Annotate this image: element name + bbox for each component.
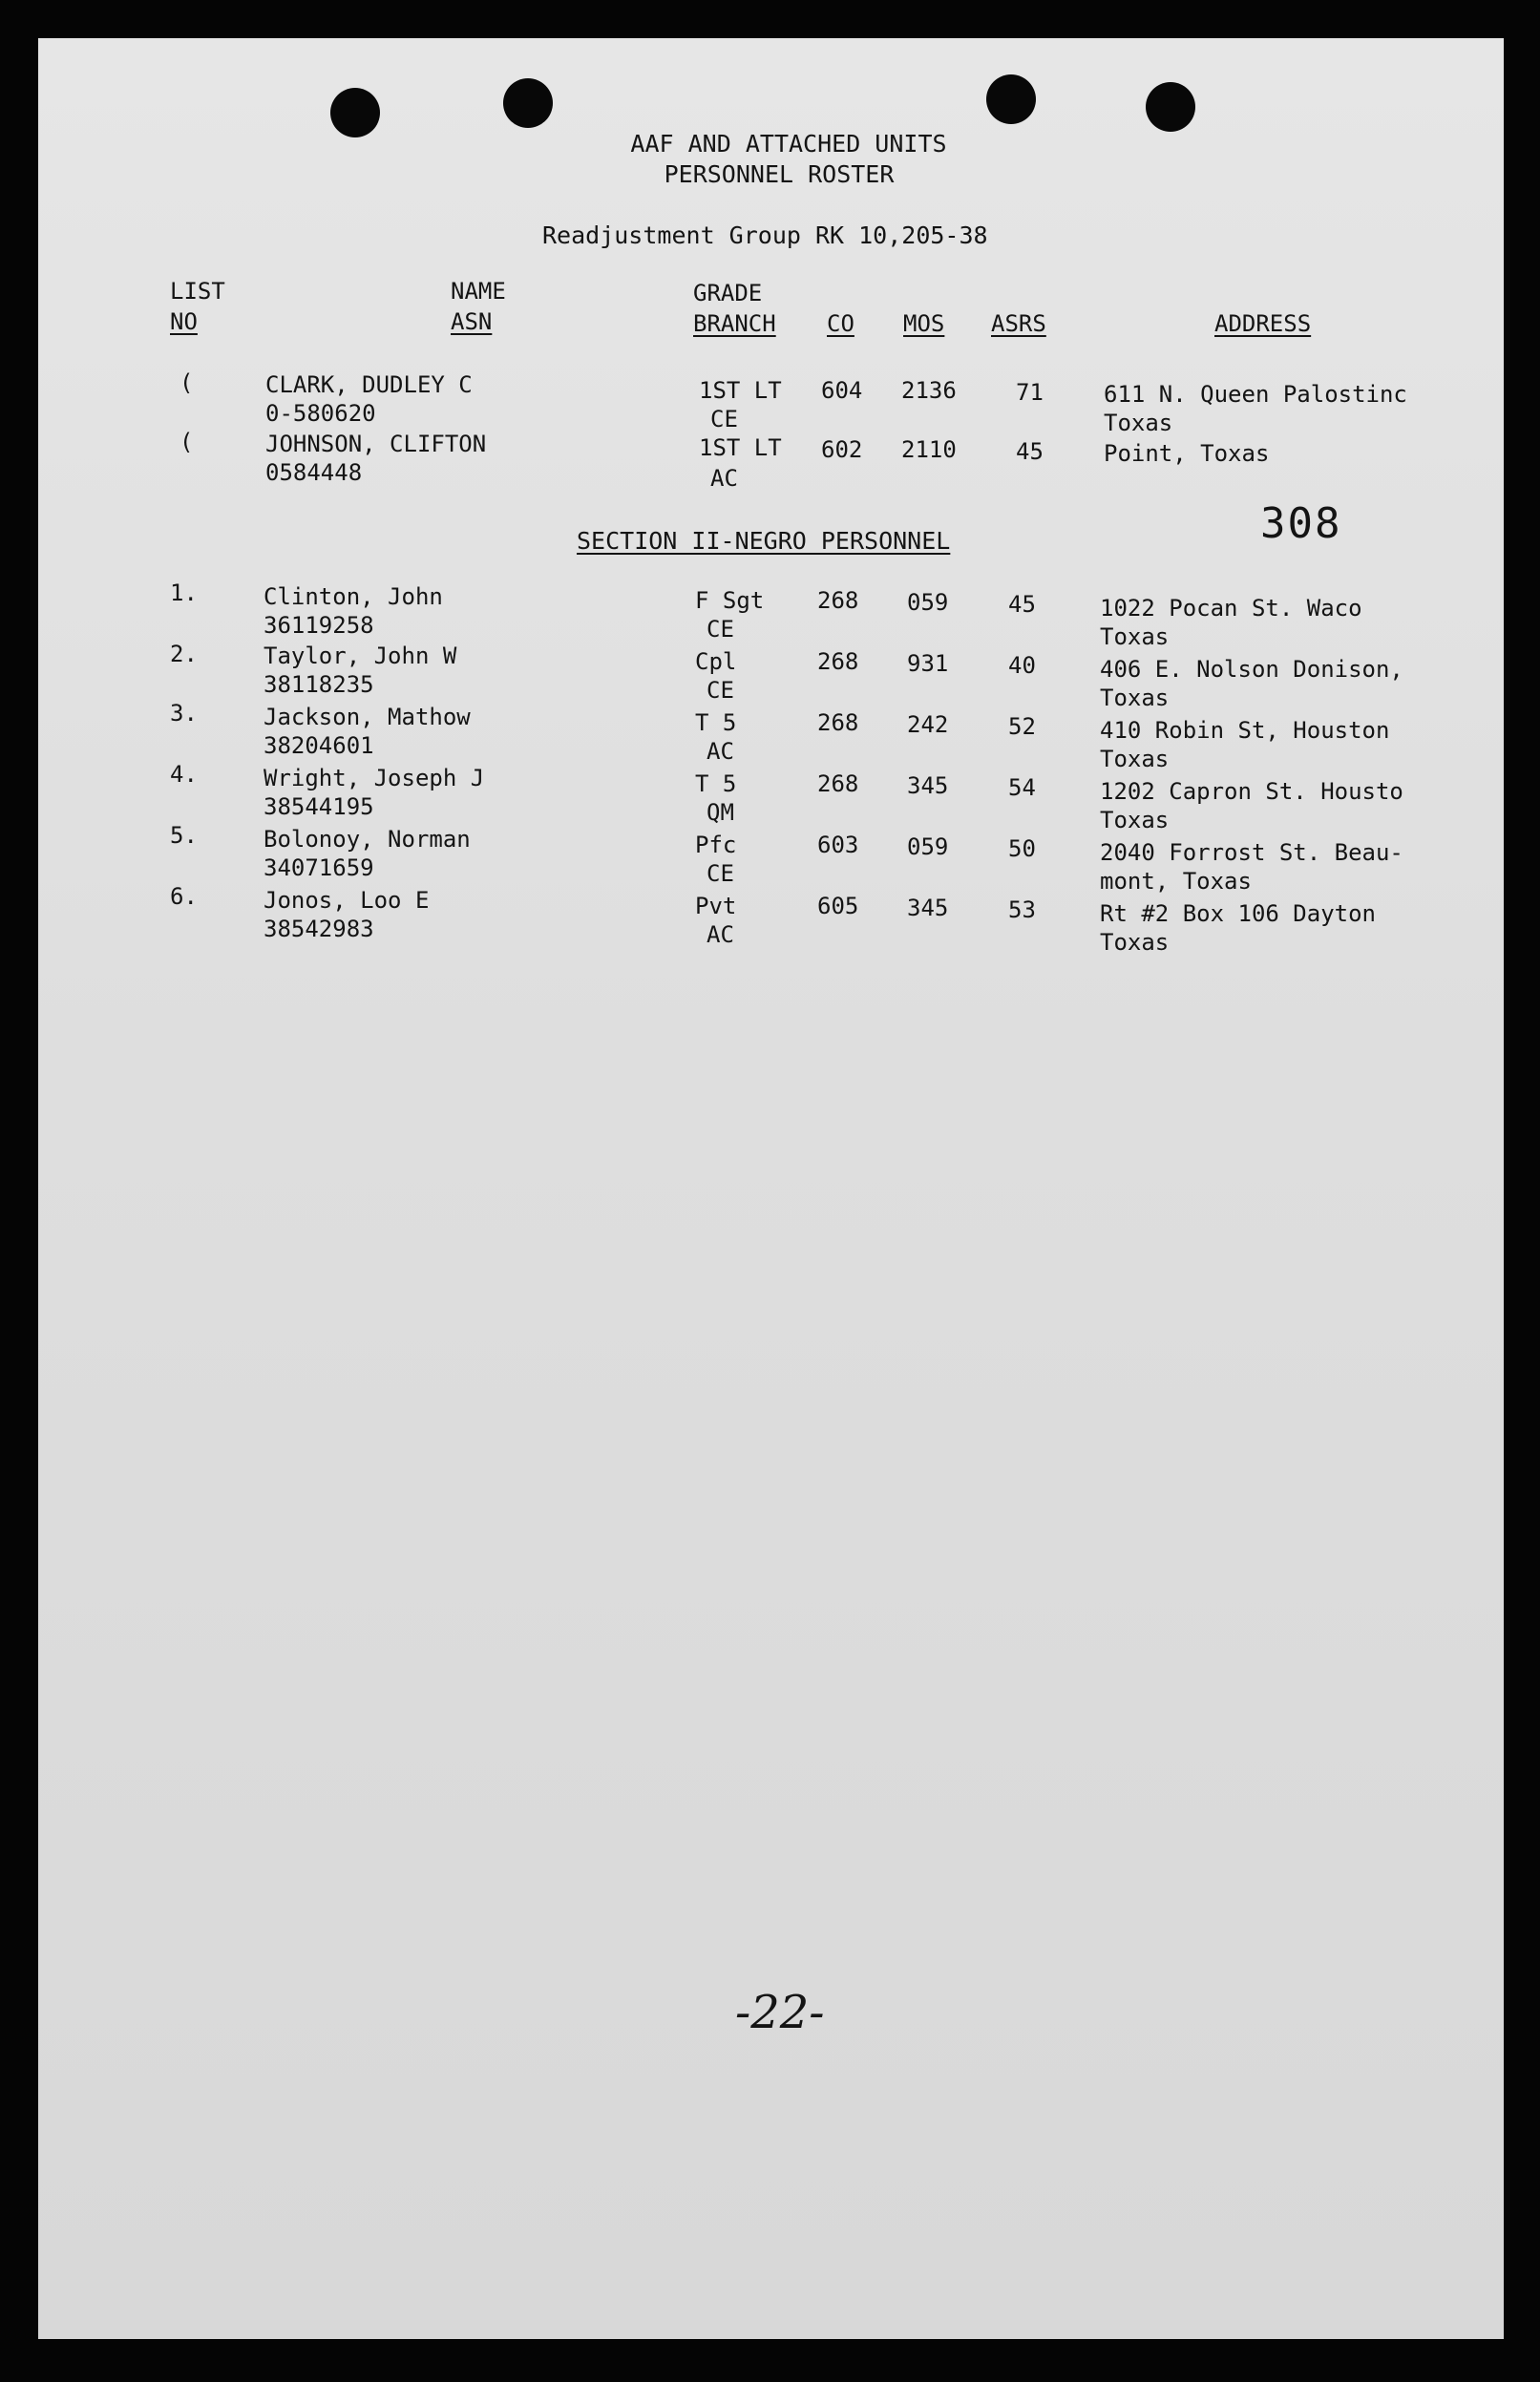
grade: 1ST LT <box>699 377 782 404</box>
branch: AC <box>707 738 734 765</box>
address-line2: Toxas <box>1100 746 1170 772</box>
personnel-name: Jonos, Loo E <box>264 887 430 914</box>
personnel-asn: 36119258 <box>264 612 374 639</box>
col-branch-label: BRANCH <box>693 310 776 337</box>
document-page <box>38 38 1504 2339</box>
punch-hole <box>986 74 1036 124</box>
mos: 931 <box>907 650 949 677</box>
branch: QM <box>707 799 734 826</box>
col-name-label: NAME <box>451 278 506 305</box>
address-line1: Point, Toxas <box>1104 440 1270 467</box>
asrs: 50 <box>1008 835 1036 862</box>
co: 602 <box>821 436 863 463</box>
personnel-name: Bolonoy, Norman <box>264 826 471 853</box>
personnel-name: Wright, Joseph J <box>264 765 485 791</box>
grade: T 5 <box>695 770 737 797</box>
punch-hole <box>1146 82 1195 132</box>
list-no: 1. <box>170 580 198 606</box>
asrs: 54 <box>1008 774 1036 801</box>
co: 603 <box>817 832 859 858</box>
personnel-asn: 38118235 <box>264 671 374 698</box>
address-line2: Toxas <box>1100 685 1170 711</box>
col-address-label: ADDRESS <box>1214 310 1312 337</box>
asrs: 53 <box>1008 896 1036 923</box>
list-no: 5. <box>170 822 198 849</box>
document-title-line2: PERSONNEL ROSTER <box>664 160 895 188</box>
grade: 1ST LT <box>699 434 782 461</box>
list-no: 2. <box>170 641 198 667</box>
document-subtitle: Readjustment Group RK 10,205-38 <box>542 221 988 249</box>
co: 268 <box>817 648 859 675</box>
grade: Pfc <box>695 832 737 858</box>
co: 604 <box>821 377 863 404</box>
personnel-asn: 0584448 <box>265 459 363 486</box>
col-co-label: CO <box>827 310 854 337</box>
punch-hole <box>330 88 380 137</box>
branch: CE <box>707 860 734 887</box>
branch: AC <box>707 921 734 948</box>
personnel-asn: 34071659 <box>264 854 374 881</box>
asrs: 45 <box>1008 591 1036 618</box>
co: 268 <box>817 709 859 736</box>
list-no: ( <box>179 429 194 455</box>
asrs: 45 <box>1016 438 1044 465</box>
branch: AC <box>710 465 738 492</box>
page-number: -22- <box>735 1986 825 2039</box>
document-title-line1: AAF AND ATTACHED UNITS <box>630 130 947 158</box>
personnel-name: Clinton, John <box>264 583 443 610</box>
grade: F Sgt <box>695 587 765 614</box>
asrs: 71 <box>1016 379 1044 406</box>
address-line2: Toxas <box>1100 929 1170 956</box>
mos: 345 <box>907 895 949 921</box>
section-title: SECTION II-NEGRO PERSONNEL <box>577 527 951 555</box>
mos: 2136 <box>901 377 957 404</box>
col-list-no-label: LIST <box>170 278 225 305</box>
personnel-name: CLARK, DUDLEY C <box>265 371 473 398</box>
col-grade-label: GRADE <box>693 280 763 306</box>
address-line2: mont, Toxas <box>1100 868 1252 895</box>
grade: Pvt <box>695 893 737 919</box>
mos: 059 <box>907 589 949 616</box>
list-no: 4. <box>170 761 198 788</box>
personnel-name: JOHNSON, CLIFTON <box>265 431 487 457</box>
mos: 059 <box>907 833 949 860</box>
co: 605 <box>817 893 859 919</box>
address-line1: 611 N. Queen Palostinc <box>1104 381 1407 408</box>
personnel-name: Jackson, Mathow <box>264 704 471 730</box>
stamp-number: 308 <box>1260 499 1342 548</box>
branch: CE <box>707 677 734 704</box>
grade: T 5 <box>695 709 737 736</box>
personnel-asn: 38542983 <box>264 916 374 942</box>
list-no: 6. <box>170 883 198 910</box>
mos: 2110 <box>901 436 957 463</box>
address-line1: 1202 Capron St. Housto <box>1100 778 1403 805</box>
asrs: 52 <box>1008 713 1036 740</box>
list-no: 3. <box>170 700 198 727</box>
address-line1: 410 Robin St, Houston <box>1100 717 1390 744</box>
list-no: ( <box>179 369 194 396</box>
col-asn-label: ASN <box>451 308 493 335</box>
address-line1: 406 E. Nolson Donison, <box>1100 656 1403 683</box>
branch: CE <box>707 616 734 643</box>
address-line2: Toxas <box>1104 410 1173 436</box>
grade: Cpl <box>695 648 737 675</box>
branch: CE <box>710 406 738 432</box>
col-asrs-label: ASRS <box>991 310 1046 337</box>
personnel-name: Taylor, John W <box>264 643 457 669</box>
address-line1: Rt #2 Box 106 Dayton <box>1100 900 1376 927</box>
personnel-asn: 38204601 <box>264 732 374 759</box>
punch-hole <box>503 78 553 128</box>
col-list-no-label: NO <box>170 308 198 335</box>
personnel-asn: 38544195 <box>264 793 374 820</box>
co: 268 <box>817 770 859 797</box>
address-line2: Toxas <box>1100 623 1170 650</box>
mos: 242 <box>907 711 949 738</box>
asrs: 40 <box>1008 652 1036 679</box>
col-mos-label: MOS <box>903 310 945 337</box>
personnel-asn: 0-580620 <box>265 400 376 427</box>
address-line1: 2040 Forrost St. Beau- <box>1100 839 1403 866</box>
address-line2: Toxas <box>1100 807 1170 833</box>
co: 268 <box>817 587 859 614</box>
mos: 345 <box>907 772 949 799</box>
address-line1: 1022 Pocan St. Waco <box>1100 595 1362 622</box>
